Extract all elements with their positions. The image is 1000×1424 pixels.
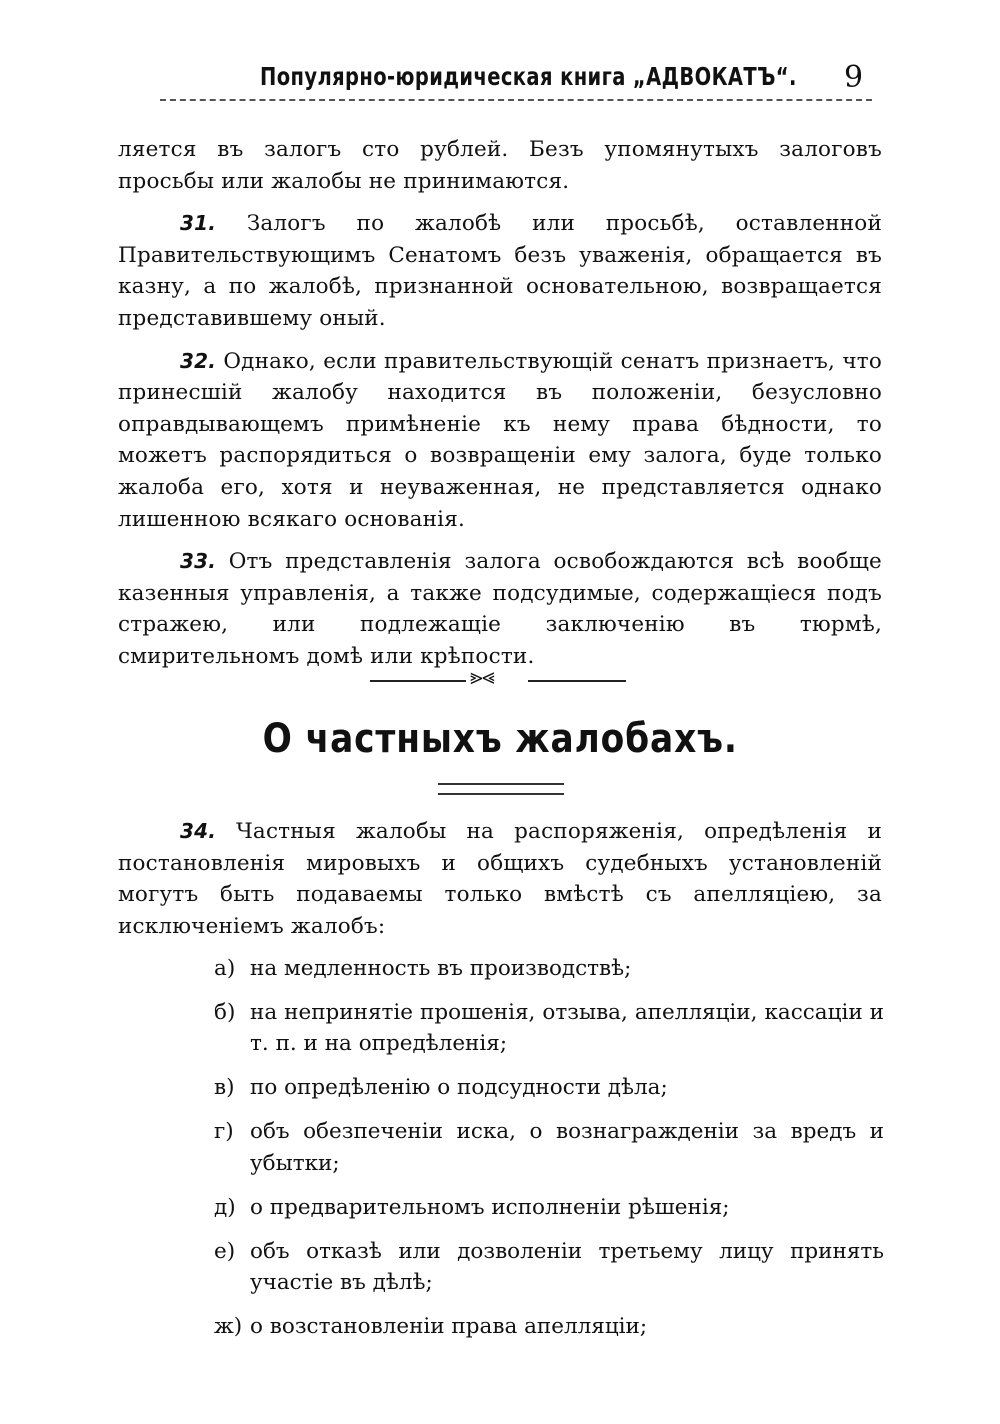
upper-text-block xyxy=(118,134,882,673)
article-number: 32. xyxy=(180,348,217,373)
list-marker: г) xyxy=(214,1119,234,1145)
article-text: Отъ представленія залога освобождаются всѣ вообще казенныя управленія, а также подсудимые, содержащіеся подъ стражею, или подлежащіе заключенію въ тюрмѣ, смирительномъ домѣ или крѣпости. xyxy=(118,549,882,669)
article-31 xyxy=(118,208,882,334)
list-item xyxy=(214,1072,884,1104)
ornament-line-right xyxy=(528,680,626,682)
exceptions-list xyxy=(214,953,884,1355)
list-item xyxy=(214,1192,884,1224)
continuation-paragraph: ляется въ залогъ сто рублей. Безъ упомянутыхъ залоговъ просьбы или жалобы не принимаются. xyxy=(118,137,882,194)
list-item xyxy=(214,1116,884,1179)
header-title: Популярно-юридическая книга „АДВОКАТЪ“. xyxy=(260,62,797,91)
list-marker: е) xyxy=(214,1238,236,1264)
article-text: Частныя жалобы на распоряженія, опредѣленія и постановленія мировыхъ и общихъ судебныхъ установленій могутъ быть подаваемы только вмѣстѣ съ апелляціею, за исключеніемъ жалобъ: xyxy=(118,819,882,939)
article-number: 33. xyxy=(180,549,217,574)
article-34 xyxy=(118,816,882,942)
article-text: Залогъ по жалобѣ или просьбѣ, оставленной Правительствующимъ Сенатомъ безъ уваженія, обращается въ казну, а по жалобѣ, признанной основательною, возвращается представившему оный. xyxy=(118,211,882,331)
heading-double-rule xyxy=(438,783,564,795)
list-marker: в) xyxy=(214,1075,235,1101)
ornament-line-left xyxy=(370,680,466,682)
article-number: 34. xyxy=(180,819,217,843)
section-heading xyxy=(0,716,1000,762)
list-marker: а) xyxy=(214,956,236,981)
list-marker: б) xyxy=(214,999,236,1025)
page-number: 9 xyxy=(844,60,864,95)
list-item xyxy=(214,1311,884,1343)
article-text: Однако, если правительствующій сенатъ признаетъ, что принесшій жалобу находится въ положеніи, безусловно оправдывающемъ примѣненіе къ нему права бѣдности, то можетъ распорядиться о возвращеніи ему залога, буде только жалоба его, хотя и неуваженная, не представляется однако лишенною всякаго основанія. xyxy=(118,348,882,532)
list-item-text: о возстановленіи права апелляціи; xyxy=(250,1314,648,1340)
article-33 xyxy=(118,546,882,672)
section-title: О частныхъ жалобахъ. xyxy=(262,716,738,762)
list-item-text: о предварительномъ исполненіи рѣшенія; xyxy=(250,1194,730,1220)
list-marker: д) xyxy=(214,1194,236,1220)
list-item-text: на непринятіе прошенія, отзыва, апелляціи, кассаціи и т. п. и на опредѣленія; xyxy=(250,999,884,1057)
list-item-text: на медленность въ производствѣ; xyxy=(250,956,632,981)
list-item-text: объ обезпеченіи иска, о вознагражденіи за вредъ и убытки; xyxy=(250,1119,884,1176)
list-item xyxy=(214,1236,884,1299)
list-item-text: объ отказѣ или дозволеніи третьему лицу принять участіе въ дѣлѣ; xyxy=(250,1238,884,1296)
header-rule xyxy=(160,99,872,101)
article-34-block xyxy=(118,816,882,942)
list-item xyxy=(214,953,884,985)
list-item-text: по опредѣленію о подсудности дѣла; xyxy=(250,1075,668,1101)
list-item xyxy=(214,997,884,1060)
article-32 xyxy=(118,346,882,536)
running-header xyxy=(160,62,880,102)
article-number: 31. xyxy=(180,211,217,236)
ornament-glyph: ⪢⪡ xyxy=(470,665,495,690)
list-marker: ж) xyxy=(214,1314,243,1340)
section-divider-ornament xyxy=(370,665,626,692)
